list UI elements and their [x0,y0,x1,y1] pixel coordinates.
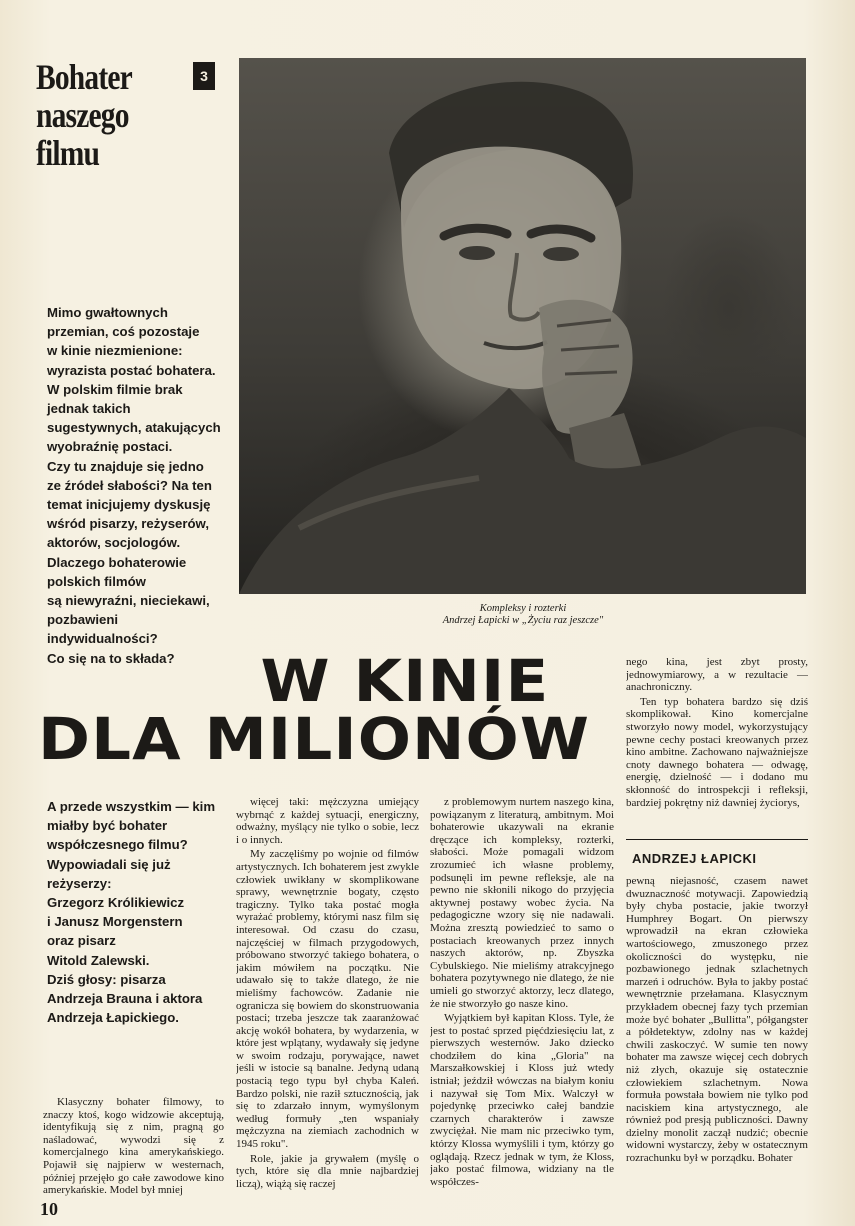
series-title: Bohater naszego filmu [36,57,132,173]
paragraph: pewną niejasność, czasem nawet dwuznaczność motywacji. Zapowiedzią były chyba postacie, jakie tworzył Humphrey Bogart. On pierwszy wprowadził na ekran człowieka wartościowego, zmuszonego przez okoliczności do występku, nie pozbawionego jednak szlachetnych marzeń i odruchów. Była to jakby postać wewnętrznie przełamana. Klasycznym przykładem obecnej fazy tych przemian może być bohater „Bullitta", półgangster a półdetektyw, zdolny nas w każdej chwili zaskoczyć. W sumie ten nowy bohater ma zawsze więcej cech dobrych niż złych, okazuje się ostatecznie człowiekiem szlachetnym. Nowa formuła powstała bowiem nie tylko pod naciskiem kina artystycznego, ale również pod presją publiczności. Dawny dzielny monolit zaczął nudzić; obecnie widowni wystarczy, żeby w ostatecznym rozrachunku był w porządku. Bohater [626,875,808,1165]
paragraph: My zaczęliśmy po wojnie od filmów artystycznych. Ich bohaterem jest zwykle człowiek uwikłany w skomplikowane sprawy, wewnętrznie bogaty, często tragiczny. Tylko taka postać mogła wyrażać problemy, którymi nasz film się interesował. Od czasu do czasu, najczęściej w filmach przygodowych, próbowano stworzyć takiego bohatera, o jakim mówiłem na początku. Nie udawało się to także dlatego, że nie mieliśmy fachowców. Zadanie nie ogranicza się bowiem do skonstruowania postaci; trzeba jeszcze tak zaaranżować akcję wokół bohatera, by wydarzenia, w które jest wplątany, wydawały się jedyne w swoim rodzaju, porywające, nawet jeśli w istocie są banalne. Jedyną udaną postacią tego typu był chyba Kaleń. Bardzo polski, nie raził sztucznością, jak się to zdarzało innym, wymyślonym według formuły „ten wspaniały mężczyzna na ziemiach zachodnich w 1945 roku". [236,848,419,1151]
caption-title: Kompleksy i rozterki [479,603,567,614]
series-number-badge: 3 [193,62,215,90]
paragraph: nego kina, jest zbyt prosty, jednowymiarowy, a w rezultacie — anachroniczny. [626,656,808,694]
intro-text: Mimo gwałtownych przemian, coś pozostaje w kinie niezmienione: wyrazista postać bohatera. W polskim filmie brak jednak takich sugestywnych, atakujących wyobraźnię postaci. Czy tu znajduje się jedno ze źródeł słabości? Na ten temat inicjujemy dyskusję wśród pisarzy, reżyserów, aktorów, socjologów. Dlaczego bohaterowie polskich filmów są niewyraźni, nieciekawi, pozbawieni indywidualności? Co się na to składa? [47,305,221,666]
caption-credit: Andrzej Łapicki w „Życiu raz jeszcze" [442,615,604,626]
paragraph: Wyjątkiem był kapitan Kloss. Tyle, że jest to postać sprzed pięćdziesięciu lat, z pierwszych westernów. Jako dziecko chodziłem do kina „Gloria" na Marszałkowskiej i Kloss już wtedy istniał; jeździł wówczas na białym koniu i nazywał się Tom Mix. Walczył w pojedynkę przeciwko całej bandzie czarnych charakterów i zawsze zwyciężał. Nie mam nic przeciwko tym, którzy Klossa wymyślili i tym, którzy go oglądają. Rzecz jednak w tym, że Kloss, jako postać filmowa, widziany na tle współczes- [430,1012,614,1188]
body-column-2 [236,796,419,1202]
article-headline [38,647,664,773]
paragraph: Role, jakie ja grywałem (myślę o tych, które się dla mnie najbardziej liczą), wiążą się raczej [236,1152,419,1190]
photo-caption [418,603,628,627]
paragraph: Ten typ bohatera bardzo się dziś skomplikował. Kino komercjalne stworzyło nowy model, wykorzystujący pewne cechy postaci kreowanych przez kino ambitne. Zachowano najważniejsze cnoty dawnego bohatera — odwagę, energię, dzielność — i dodano mu skłonność do introspekcji i refleksji, bardziej pokrętny niż dawniej życiorys, [626,695,808,809]
paragraph: Klasyczny bohater filmowy, to znaczy ktoś, kogo widzowie akceptują, identyfikują się z nim, pragną go naśladować, wywodzi się z komercjalnego kina amerykańskiego. Pojawił się najpierw w westernach, później przejęło go całe zawodowe kino amerykańskie. Model był mniej [43,1096,224,1197]
body-column-4-bottom [626,875,808,1202]
body-column-3 [430,796,614,1202]
page-number: 10 [40,1199,58,1219]
lead-text: A przede wszystkim — kim miałby być bohater współczesnego filmu? Wypowiadali się już reżyserzy: Grzegorz Królikiewicz i Janusz Morgenstern oraz pisarz Witold Zalewski. Dziś głosy: pisarza Andrzeja Brauna i aktora Andrzeja Łapickiego. [47,799,216,1026]
headline-line-2: DLA MILIONÓW [38,705,591,773]
body-column-1 [43,1096,224,1200]
paragraph: z problemowym nurtem naszego kina, powiązanym z literaturą, ambitnym. Moi bohaterowie ukazywali na ekranie dręczące ich kompleksy, rozterki, słabości. Może pomagali widzom zrozumieć ich własne problemy, podsunęli im pewne refleksje, ale na pewno nie skłonili nikogo do przyjęcia aktywnej postawy wobec życia. Na pedagogiczne wzory się nie nadawali. Można zresztą powiedzieć to samo o postaciach kreowanych przez innych naszych aktorów, np. Zbyszka Cybulskiego. Nie mieliśmy atrakcyjnego bohatera pozytywnego nie dlatego, że nie umieli go stworzyć aktorzy, lecz dlatego, że nie stworzyło go nasze kino. [430,796,614,1010]
column-divider [626,839,808,840]
portrait-photo [239,58,806,594]
author-byline: ANDRZEJ ŁAPICKI [632,851,757,866]
headline-line-1: W KINIE [260,647,550,715]
portrait-illustration [239,58,806,594]
paragraph: więcej taki: mężczyzna umiejący wybrnąć z każdej sytuacji, energiczny, odważny, myślący nie tylko o sobie, lecz i o innych. [236,796,419,846]
body-column-4-top [626,656,808,842]
